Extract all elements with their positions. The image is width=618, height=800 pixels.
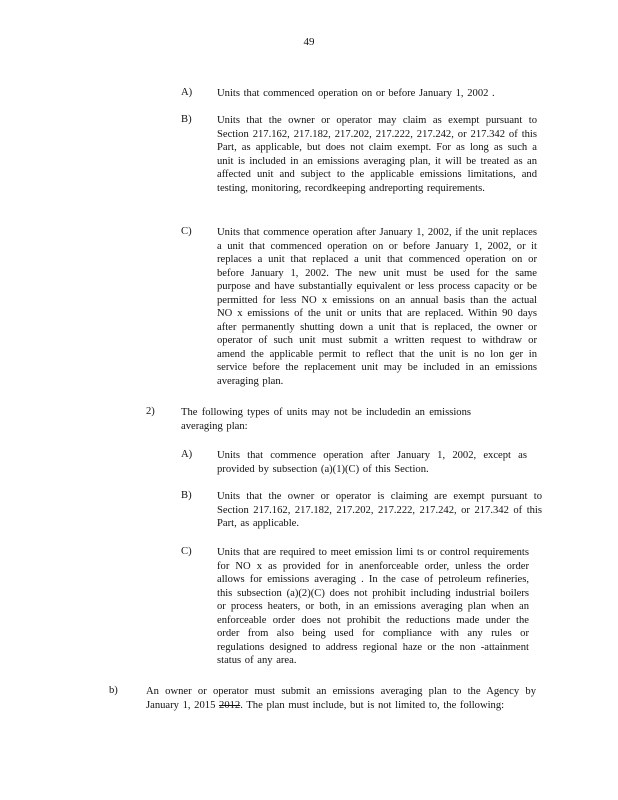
item-a1-B: [181, 114, 537, 195]
item-a2-A: [181, 449, 527, 476]
item-b: [109, 685, 536, 712]
item-label: C): [181, 546, 192, 557]
item-text: Units that the owner or operator is claiming are exempt pursuant to Section 217.162, 217.182, 217.202, 217.222, 217.242, or 217.342 of this Part, as applicable.: [217, 491, 542, 529]
item-label: A): [181, 449, 193, 460]
item-text: Units that the owner or operator may claim as exempt pursuant to Section 217.162, 217.182, 217.202, 217.222, 217.242, or 217.342 of this Part, as applicable, but does not claim exempt. For as long as such a unit is included in an emissions averaging plan, it will be treated as an affected unit and subject to the applicable emissions limitations, and testing, monitoring, recordkeeping andreporting requirements.: [217, 115, 537, 194]
item-text-part: . The plan must include, but is not limited to, the following:: [240, 699, 505, 711]
item-text: Units that commence operation after January 1, 2002, if the unit replaces a unit that commenced operation on or before January 1, 2002, or it replaces a unit that replaced a unit that commenced operation on or before January 1, 2002. The new unit must be used for the same purpose and have substantially equivalent or less process capacity or be permitted for less NO x emissions on an annual basis than the actual NO x emissions of the unit or units that are replaced. Within 90 days after permanently shutting down a unit that is replaced, the owner or operator of such unit must submit a written request to withdraw or amend the applicable permit to reflect that the unit is no lon ger in service before the replacement unit may be included in an emissions averaging plan.: [217, 227, 537, 387]
item-text-part: An owner or operator must submit an emissions averaging plan to the Agency by January 1, 2015: [146, 686, 536, 711]
item-a2-B: [181, 490, 542, 531]
item-a1-C: [181, 226, 537, 388]
item-a1-A: [181, 87, 517, 101]
item-text: Units that commence operation after January 1, 2002, except as provided by subsection (a)(1)(C) of this Section.: [217, 450, 527, 475]
deleted-text: 2012: [219, 699, 241, 711]
item-a2-C: [181, 546, 529, 668]
item-text: The following types of units may not be includedin an emissions averaging plan:: [181, 407, 471, 432]
item-a2: [146, 406, 471, 433]
item-text: Units that commenced operation on or before January 1, 2002 .: [217, 88, 495, 99]
page-number: 49: [303, 36, 315, 48]
item-text: [146, 685, 536, 712]
item-label: b): [109, 685, 118, 696]
item-text: Units that are required to meet emission limi ts or control requirements for NO x as provided for in anenforceable order, unless the order allows for emissions averaging . In the case of petroleum refineries, this subsection (a)(2)(C) does not prohibit including industrial boilers or process heaters, or both, in an emissions averaging plan when an enforceable order does not prohibit the reductions made under the order from also being used for compliance with any rules or regulations designed to address regional haze or the non -attainment status of any area.: [217, 547, 529, 666]
item-label: 2): [146, 406, 155, 417]
item-label: C): [181, 226, 192, 237]
item-label: A): [181, 87, 193, 98]
item-label: B): [181, 114, 192, 125]
item-label: B): [181, 490, 192, 501]
